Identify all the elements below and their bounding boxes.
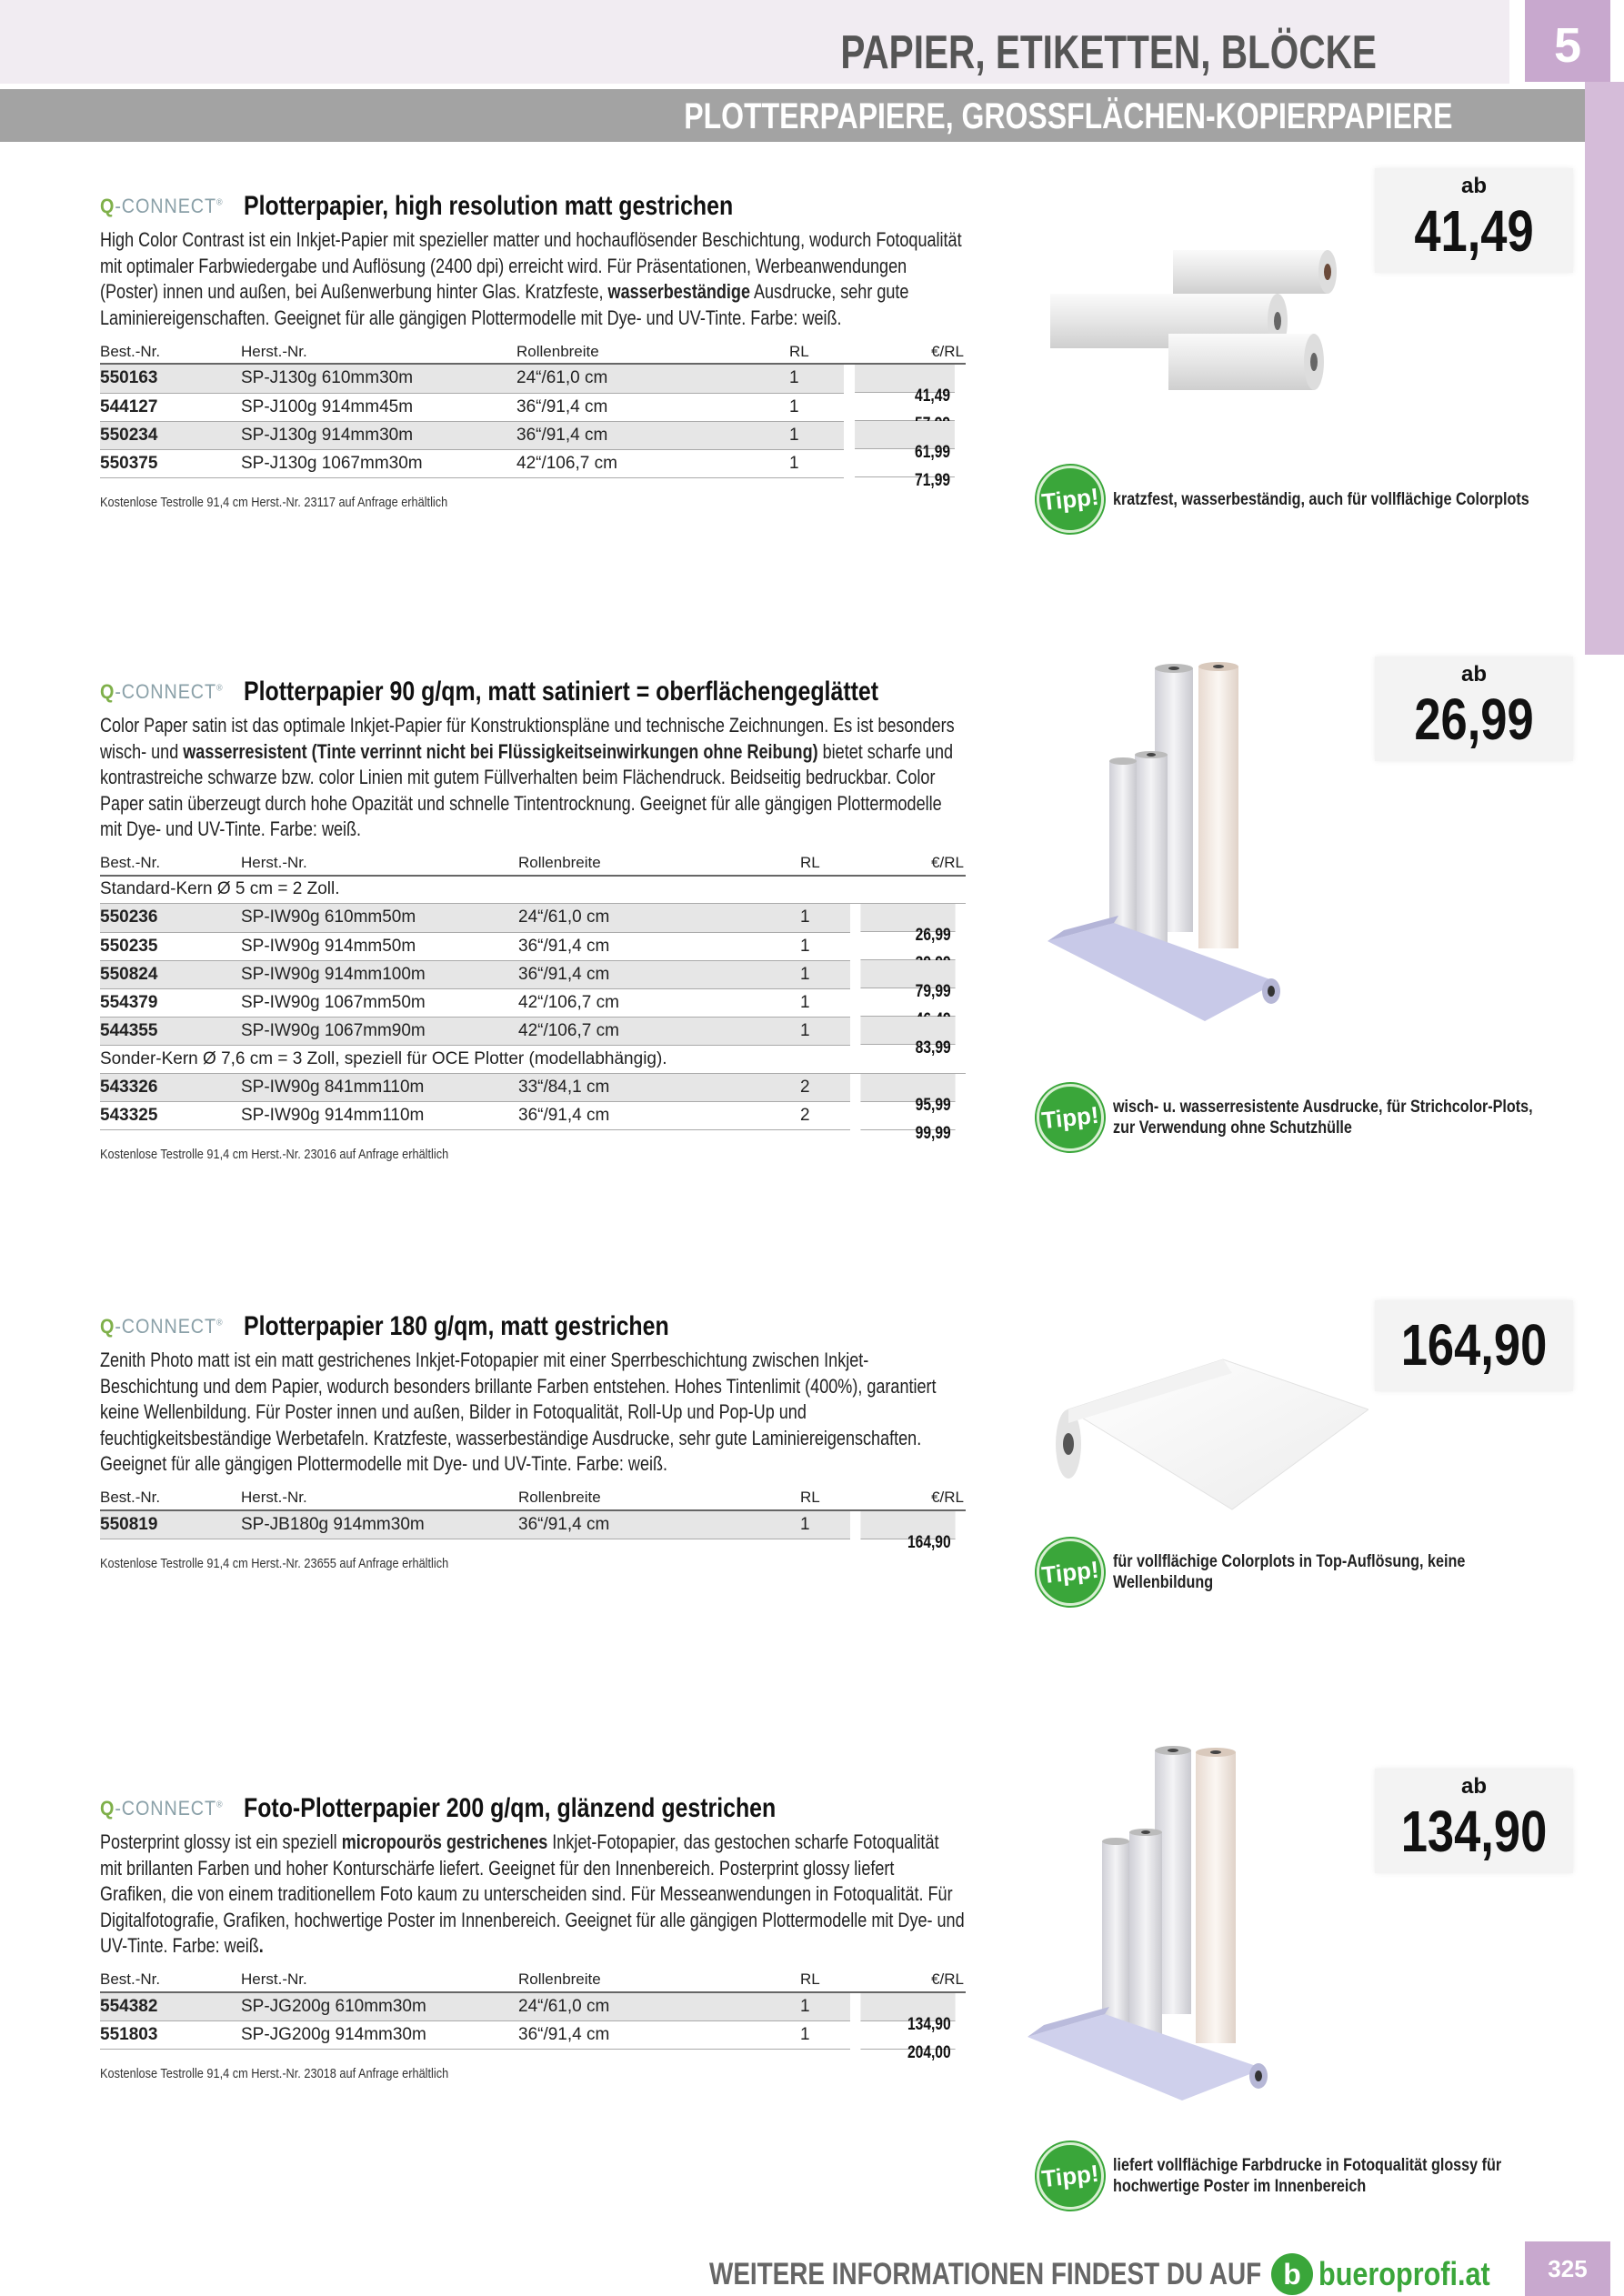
product-section-3 (100, 1313, 966, 1571)
col-rl: RL (789, 340, 844, 364)
tip-badge-icon: Tipp! (1033, 1535, 1107, 1609)
footnote: Kostenlose Testrolle 91,4 cm Herst.-Nr. 23018 auf Anfrage erhältlich (100, 2066, 449, 2081)
price: 26,99 (1414, 687, 1534, 752)
price-box: ab 26,99 (1375, 657, 1573, 761)
product-description: High Color Contrast ist ein Inkjet-Papier mit spezieller matter und hochauflösender Beschichtung, wodurch Fotoqualität mit optimaler Farbwiedergabe und Auflösung (2400 dpi) erreicht wird. Für Präsentationen, Werbeanwendungen (Poster) innen und außen, bei Außenwerbung hinter Glas. Kratzfeste, wasserbeständige Ausdrucke, sehr gute Laminiereigenschaften. Geeignet für alle gängigen Plottermodelle mit Dye- und UV-Tinte. Farbe: weiß. (100, 228, 962, 329)
table-row[interactable]: 550819 SP-JB180g 914mm30m 36“/91,4 cm 1 164,90 (100, 1510, 966, 1539)
tip-badge-icon: Tipp! (1033, 1080, 1107, 1154)
col-herst-nr: Herst.-Nr. (241, 1969, 518, 1992)
tip-box (1037, 1539, 1622, 1606)
table-row[interactable]: 554379 SP-IW90g 1067mm50m 42“/106,7 cm 1 (100, 988, 966, 1017)
footer (709, 2253, 1520, 2295)
table-row[interactable]: 551803 SP-JG200g 914mm30m 36“/91,4 cm 1 204,00 (100, 2021, 966, 2050)
col-price: €/RL (850, 1969, 966, 1992)
tip-text: kratzfest, wasserbeständig, auch für vollflächige Colorplots (1113, 489, 1529, 509)
product-description: Posterprint glossy ist ein speziell micropourös gestrichenes Inkjet-Fotopapier, das gestochen scharfe Fotoqualität mit brillanten Farben und hoher Konturschärfe liefert. Geeignet für den Innenbereich. Posterprint glossy liefert Grafiken, die von einem traditionellem Foto kaum zu unterscheiden sind. Für Messeanwendungen in Fotoqualität. Für Digitalfotografie, Grafiken, hochwertige Poster im Innenbereich. Geeignet für alle gängigen Plottermodelle mit Dye- und UV-Tinte. Farbe: weiß. (100, 1830, 965, 1957)
col-rollenbreite: Rollenbreite (518, 852, 800, 876)
price-box: ab 41,49 (1375, 168, 1573, 273)
table-row[interactable]: 550824 SP-IW90g 914mm100m 36“/91,4 cm 1 79,99 (100, 960, 966, 988)
col-best-nr: Best.-Nr. (100, 1969, 241, 1992)
product-image-standing-rolls (1037, 659, 1309, 1032)
tip-text: wisch- u. wasserresistente Ausdrucke, für Strichcolor-Plots, zur Verwendung ohne Schutzhülle (1113, 1098, 1533, 1138)
footer-text: WEITERE INFORMATIONEN FINDEST DU AUF (709, 2256, 1262, 2291)
col-rollenbreite: Rollenbreite (516, 340, 789, 364)
side-strip (1585, 82, 1624, 655)
col-rollenbreite: Rollenbreite (518, 1487, 800, 1510)
product-description: Color Paper satin ist das optimale Inkjet-Papier für Konstruktionspläne und technische Zeichnungen. Es ist besonders wisch- und wasserresistent (Tinte verrinnt nicht bei Flüssigkeitseinwirkungen ohne Reibung) bietet scharfe und kontrastreiche schwarze bzw. color Linien mit gutem Füllverhalten beim Flächendruck. Beidseitig bedruckbar. Color Paper satin überzeugt durch hohe Opazität und schnelle Tintentrocknung. Geeignet für alle gängigen Plottermodelle mit Dye- und UV-Tinte. Farbe: weiß. (100, 714, 955, 840)
group-label-row: Standard-Kern Ø 5 cm = 2 Zoll. (100, 876, 966, 904)
table-row[interactable]: 550163 SP-J130g 610mm30m 24“/61,0 cm 1 41,49 (100, 364, 966, 393)
product-image-rolls (1046, 232, 1382, 400)
col-rl: RL (800, 852, 850, 876)
product-section-2 (100, 678, 966, 1162)
brand-logo: Q-CONNECT® (100, 680, 224, 703)
product-table (100, 852, 966, 1143)
chapter-tab[interactable]: 5 (1525, 0, 1610, 82)
col-price: €/RL (850, 852, 966, 876)
col-best-nr: Best.-Nr. (100, 1487, 241, 1510)
col-herst-nr: Herst.-Nr. (241, 1487, 518, 1510)
col-rl: RL (800, 1487, 850, 1510)
footnote: Kostenlose Testrolle 91,4 cm Herst.-Nr. 23016 auf Anfrage erhältlich (100, 1147, 449, 1162)
col-rollenbreite: Rollenbreite (518, 1969, 800, 1992)
group-label-row: Sonder-Kern Ø 7,6 cm = 3 Zoll, speziell für OCE Plotter (modellabhängig). (100, 1045, 966, 1073)
page-title: PAPIER, ETIKETTEN, BLÖCKE (840, 26, 1377, 79)
table-row[interactable]: 550235 SP-IW90g 914mm50m 36“/91,4 cm 1 (100, 932, 966, 960)
section-title: PLOTTERPAPIERE, GROSSFLÄCHEN-KOPIERPAPIERE (683, 96, 1452, 136)
price: 134,90 (1400, 1799, 1548, 1864)
subheader-bar (0, 89, 1585, 142)
table-row[interactable]: 543325 SP-IW90g 914mm110m 36“/91,4 cm 2 99,99 (100, 1102, 966, 1130)
product-description: Zenith Photo matt ist ein matt gestrichenes Inkjet-Fotopapier mit einer Sperrbeschichtung zwischen Inkjet-Beschichtung und dem Papier, wodurch besonders brillante Farben entstehen. Hohes Tintenlimit (400%), garantiert keine Wellenbildung. Für Poster innen und außen, Bilder in Fotoqualität, Roll-Up und Pop-Up und feuchtigkeitsbeständige Werbetafeln. Kratzfeste, wasserbeständige Ausdrucke, sehr gute Laminiereigenschaften. Geeignet für alle gängigen Plottermodelle mit Dye- und UV-Tinte. Farbe: weiß. (100, 1349, 937, 1475)
tip-badge-icon: Tipp! (1033, 462, 1107, 536)
product-title: Foto-Plotterpapier 200 g/qm, glänzend gestrichen (244, 1793, 777, 1823)
col-rl: RL (800, 1969, 850, 1992)
product-table (100, 1487, 966, 1552)
brand-logo: Q-CONNECT® (100, 1797, 224, 1820)
table-row[interactable]: 544127 SP-J100g 914mm45m 36“/91,4 cm 1 (100, 393, 966, 421)
table-row[interactable]: 550234 SP-J130g 914mm30m 36“/91,4 cm 1 61,99 (100, 421, 966, 449)
tip-text: liefert vollflächige Farbdrucke in Fotoqualität glossy für hochwertige Poster im Innenbereich (1113, 2156, 1502, 2196)
product-title: Plotterpapier 90 g/qm, matt satiniert = oberflächengeglättet (244, 677, 879, 707)
table-row[interactable]: 544355 SP-IW90g 1067mm90m 42“/106,7 cm 1 (100, 1017, 966, 1045)
price: 41,49 (1414, 198, 1534, 264)
product-image-standing-rolls (1018, 1741, 1309, 2105)
price-box (1375, 1300, 1573, 1391)
brand-logo: Q-CONNECT® (100, 1315, 224, 1338)
table-row[interactable]: 550236 SP-IW90g 610mm50m 24“/61,0 cm 1 26,99 (100, 904, 966, 933)
product-image-unrolled (1041, 1355, 1368, 1519)
col-best-nr: Best.-Nr. (100, 340, 241, 364)
website-link[interactable]: bueroprofi.at (1318, 2255, 1490, 2292)
table-row[interactable]: 550375 SP-J130g 1067mm30m 42“/106,7 cm 1 71,99 (100, 449, 966, 477)
product-title: Plotterpapier 180 g/qm, matt gestrichen (244, 1311, 669, 1341)
table-row[interactable]: 543326 SP-IW90g 841mm110m 33“/84,1 cm 2 95,99 (100, 1073, 966, 1102)
tip-box (1037, 466, 1622, 533)
col-herst-nr: Herst.-Nr. (241, 340, 516, 364)
table-row[interactable]: 554382 SP-JG200g 610mm30m 24“/61,0 cm 1 134,90 (100, 1992, 966, 2021)
brand-logo: Q-CONNECT® (100, 195, 224, 217)
tip-box (1037, 2142, 1622, 2210)
footnote: Kostenlose Testrolle 91,4 cm Herst.-Nr. 23117 auf Anfrage erhältlich (100, 494, 448, 510)
product-section-1 (100, 193, 966, 510)
col-herst-nr: Herst.-Nr. (241, 852, 518, 876)
product-section-4 (100, 1795, 966, 2081)
page-number: 325 (1525, 2241, 1610, 2296)
price-box: ab 134,90 (1375, 1769, 1573, 1873)
price: 164,90 (1400, 1312, 1548, 1378)
bueroprofi-logo-icon[interactable]: b (1271, 2253, 1313, 2295)
product-table (100, 1969, 966, 2062)
product-title: Plotterpapier, high resolution matt gestrichen (244, 191, 734, 221)
tip-text: für vollflächige Colorplots in Top-Auflösung, keine Wellenbildung (1113, 1552, 1466, 1592)
footnote: Kostenlose Testrolle 91,4 cm Herst.-Nr. 23655 auf Anfrage erhältlich (100, 1556, 449, 1571)
header-bar (0, 0, 1509, 84)
tip-badge-icon: Tipp! (1033, 2139, 1107, 2212)
tip-box (1037, 1084, 1622, 1151)
col-best-nr: Best.-Nr. (100, 852, 241, 876)
product-table (100, 340, 966, 490)
col-price: €/RL (850, 1487, 966, 1510)
col-price: €/RL (844, 340, 966, 364)
